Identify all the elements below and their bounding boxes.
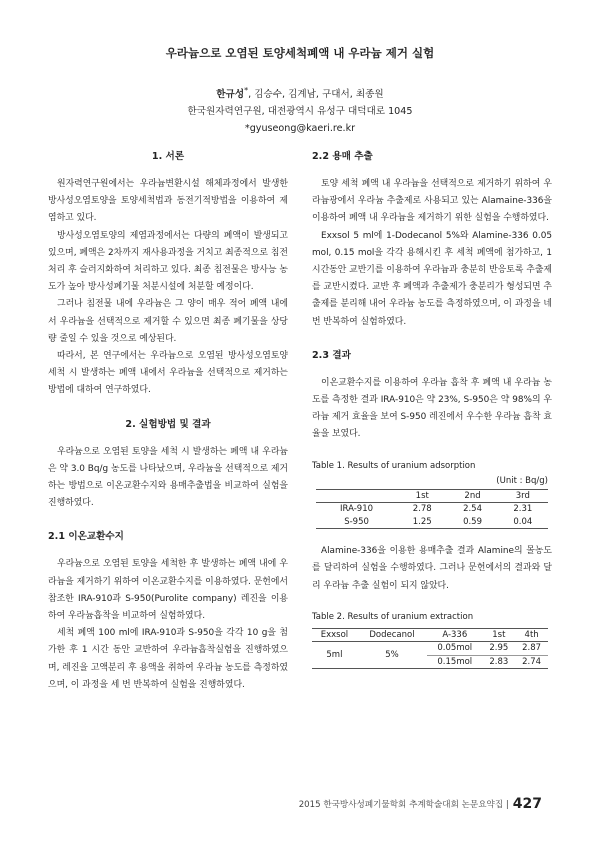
footer-text: 2015 한국방사성폐기물학회 추계학술대회 논문요약집: [298, 800, 504, 810]
intro-paragraph: 원자력연구원에서는 우라늄변환시설 해체과정에서 발생한 방사성오염토양을 토양세척법과 동전기적방법을 이용하여 제염하고 있다.: [48, 179, 288, 224]
results-paragraph: 이온교환수지를 이용하여 우라늄 흡착 후 폐액 내 우라늄 농도를 측정한 결과 IRA-910은 약 23%, S-950은 약 98%의 우라늄 제거 효율을 보여 S-950 레진에서 우수한 우라늄 흡착 효율을 보였다.: [312, 377, 552, 440]
table1-caption: Table 1. Results of uranium adsorption: [312, 460, 476, 471]
table-header-cell: 3rd: [498, 489, 548, 503]
author-block: [0, 82, 600, 137]
uranium-adsorption-table: [316, 489, 548, 530]
footer-separator: |: [505, 800, 509, 810]
table2-caption: Table 2. Results of uranium extraction: [312, 611, 474, 622]
table-header-row: [312, 628, 548, 642]
table-cell: S-950: [316, 516, 397, 529]
solvent-paragraph: Exxsol 5 ml에 1-Dodecanol 5%와 Alamine-336 0.05 mol, 0.15 mol을 각각 용해시킨 후 세척 폐액에 첨가하고, 1 시간동안 교반기를 이용하여 우라늄과 충분히 반응토록 추출제를 교반시켰다. 교반 후 폐액과 추출제가 충분리가 형성되면 추출제를 분리해 내어 우라늄 농도를 측정하였으며, 이 과정을 네 번 반복하여 실험하였다.: [312, 230, 552, 327]
table-row: [316, 516, 548, 529]
affiliation: 한국원자력연구원, 대전광역시 유성구 대덕대로 1045: [187, 106, 413, 118]
intro-paragraph: 따라서, 본 연구에서는 우라늄으로 오염된 방사성오염토양 세척 시 발생하는 폐액 내에서 우라늄을 선택적으로 제거하는 방법에 대하여 연구하였다.: [48, 351, 288, 396]
table-header-cell: 1st: [482, 628, 515, 642]
table-header-cell: 2nd: [447, 489, 497, 503]
page-footer: [299, 796, 542, 812]
paper-title: 우라늄으로 오염된 토양세척폐액 내 우라늄 제거 실험: [165, 46, 435, 60]
results-paragraph: Alamine-336을 이용한 용매추출 결과 Alamine의 몰농도를 달리하여 실험을 수행하였다. 그러나 문헌에서의 결과와 달리 우라늄 추출 실험이 되지 않았다.: [312, 546, 552, 591]
table-cell: 2.87: [515, 642, 548, 656]
table-header-cell: 4th: [515, 628, 548, 642]
ion-exchange-paragraph: 우라늄으로 오염된 토양을 세척한 후 발생하는 폐액 내에 우라늄을 제거하기 위하여 이온교환수지를 이용하였다. 문헌에서 참조한 IRA-910과 S-950(Purolite company) 레진을 이용하여 우라늄흡착을 비교하여 실험하였다.: [48, 559, 288, 622]
table-header-cell: Exxsol: [312, 628, 357, 642]
table-header-row: [316, 489, 548, 503]
intro-paragraph: 방사성오염토양의 제염과정에서는 다량의 폐액이 발생되고 있으며, 폐액은 2차까지 재사용과정을 거치고 최종적으로 침전처리 후 슬러지화하여 처리하고 있다. 최종 침전물은 방사능 농도가 높아 방사성폐기물 처분시설에 처분할 예정이다.: [48, 230, 288, 293]
table-cell: 2.95: [482, 642, 515, 656]
table-cell: 2.83: [482, 655, 515, 669]
table-cell: 0.04: [498, 516, 548, 529]
table-cell: 2.74: [515, 655, 548, 669]
table-header-cell: [316, 489, 397, 503]
ion-exchange-heading: 2.1 이온교환수지: [48, 531, 124, 543]
page-number: 427: [512, 796, 542, 812]
intro-heading: 1. 서론: [151, 151, 185, 162]
solvent-paragraph: 토양 세척 폐액 내 우라늄을 선택적으로 제거하기 위하여 우라늄광에서 우라늄 추출제로 사용되고 있는 Alamaine-336을 이용하여 폐액 내 우라늄을 제거하기 위한 실험을 수행하였다.: [312, 179, 552, 224]
table-cell: 5ml: [312, 642, 357, 669]
table1-unit: (Unit : Bq/g): [496, 475, 548, 486]
table-cell: 0.05mol: [427, 642, 482, 656]
lead-author-mark: *: [244, 86, 249, 95]
table-cell: 0.59: [447, 516, 497, 529]
co-authors: , 김승수, 김계남, 구대서, 최종원: [248, 89, 384, 101]
table-row: [312, 642, 548, 656]
methods-heading: 2. 실험방법 및 결과: [125, 418, 211, 430]
right-column: [312, 148, 552, 669]
table-header-cell: Dodecanol: [357, 628, 427, 642]
table-cell: 2.54: [463, 504, 482, 515]
table-cell: 1.25: [397, 516, 447, 529]
results-heading: 2.3 결과: [312, 349, 351, 361]
table-cell: 0.15mol: [427, 655, 482, 669]
lead-author: 한규성: [216, 89, 245, 101]
table-header-cell: A-336: [427, 628, 482, 642]
left-column: [48, 148, 288, 694]
email: *gyuseong@kaeri.re.kr: [244, 123, 356, 135]
intro-paragraph: 그러나 침전물 내에 우라늄은 그 양이 매우 적어 폐액 내에서 우라늄을 선택적으로 제거할 수 있으면 최종 폐기물을 상당량 줄일 수 있을 것으로 예상된다.: [48, 299, 288, 344]
ion-exchange-paragraph: 세척 폐액 100 ml에 IRA-910과 S-950을 각각 10 g을 첨가한 후 1 시간 동안 교반하여 우라늄흡착실험을 진행하였으며, 레진을 고액분리 후 용액을 취하여 우라늄 농도를 측정하였으며, 이 과정을 세 번 반복하여 실험을 진행하였다.: [48, 628, 288, 690]
author-names: [0, 82, 600, 103]
table-row: [316, 503, 548, 516]
methods-paragraph: 우라늄으로 오염된 토양을 세척 시 발생하는 폐액 내 우라늄은 약 3.0 Bq/g 농도를 나타났으며, 우라늄을 선택적으로 제거하는 방법으로 이온교환수지와 용매추출법을 비교하여 실험을 진행하였다.: [48, 446, 288, 509]
table-cell: 5%: [357, 642, 427, 669]
uranium-extraction-table: [312, 628, 548, 670]
table-cell: 2.31: [513, 504, 533, 515]
solvent-extraction-heading: 2.2 용매 추출: [312, 151, 373, 162]
table-cell: 2.78: [412, 504, 432, 515]
table-cell: IRA-910: [340, 504, 374, 515]
table-header-cell: 1st: [397, 489, 447, 503]
